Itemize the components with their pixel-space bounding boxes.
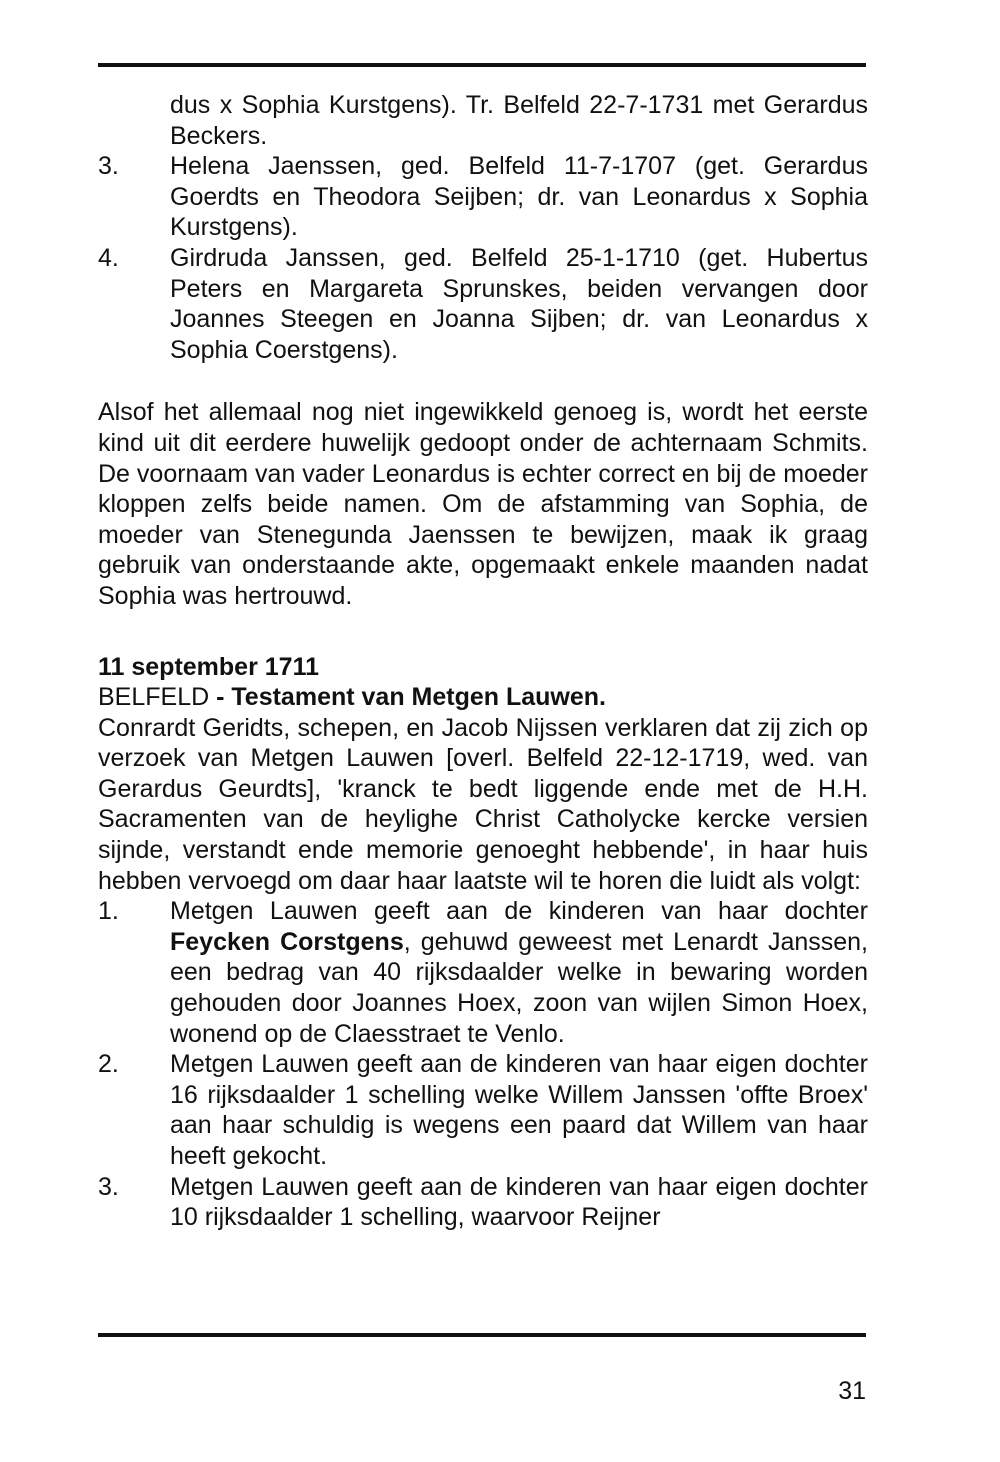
top-rule: [98, 63, 866, 67]
page-number: 31: [838, 1377, 866, 1405]
list-item-text-part: Metgen Lauwen geeft aan de kinderen van haar dochter: [170, 897, 868, 926]
list-item-number: 2.: [98, 1050, 119, 1079]
list-item-text: Metgen Lauwen geeft aan de kinderen van haar eigen dochter 10 rijksdaalder 1 schelling, waarvoor Reijner: [170, 1172, 868, 1232]
act-date: 11 september 1711: [98, 652, 319, 681]
list-continuation: dus x Sophia Kurstgens). Tr. Belfeld 22-7-1731 met Gerardus Beckers.: [170, 91, 868, 150]
list-item: [98, 243, 868, 365]
list-item: [98, 151, 868, 243]
list-item-number: 3.: [98, 1172, 119, 1201]
list-item-number: 1.: [98, 897, 119, 926]
list-item-text: Girdruda Janssen, ged. Belfeld 25-1-1710 (get. Hubertus Peters en Margareta Sprunskes, beiden vervangen door Joannes Steegen en Joanna Sijben; dr. van Leonardus x Sophia Coerstgens).: [170, 243, 868, 364]
list-item-bold-name: Feycken Corstgens: [170, 927, 404, 956]
list-item-text: [170, 896, 868, 1049]
list-item-text: Metgen Lauwen geeft aan de kinderen van haar eigen dochter 16 rijksdaalder 1 schelling welke Willem Janssen 'offte Broex' aan haar schuldig is wegens een paard dat Willem van haar heeft gekocht.: [170, 1050, 868, 1170]
list-item-number: 3.: [98, 152, 119, 181]
list-item-text-part: , gehuwd geweest met Lenardt Janssen, een bedrag van 40 rijksdaalder welke in bewaring worden gehouden door Joannes Hoex, zoon van wijlen Simon Hoex, wonend op de Claesstraet te Venlo.: [170, 927, 868, 1048]
list-item: [98, 1172, 868, 1233]
page-body: [98, 90, 868, 1233]
list-item-number: 4.: [98, 243, 119, 272]
act-heading: [98, 682, 868, 713]
act-body: Conrardt Geridts, schepen, en Jacob Nijssen verklaren dat zij zich op verzoek van Metgen Lauwen [overl. Belfeld 22-12-1719, wed. van Gerardus Geurdts], 'kranck te bedt liggende ende met de H.H. Sacramenten van de heylighe Christ Catholycke kercke versien sijnde, verstandt ende memorie genoeght hebbende', in haar huis hebben vervoegd om daar haar laatste wil te horen die luidt als volgt:: [98, 713, 868, 895]
act-place: BELFELD: [98, 683, 210, 712]
list-item-text: Helena Jaenssen, ged. Belfeld 11-7-1707 (get. Gerardus Goerdts en Theodora Seijben; dr. van Leonardus x Sophia Kurstgens).: [170, 152, 868, 242]
list-item: [98, 1049, 868, 1171]
act-title: - Testament van Metgen Lauwen.: [209, 683, 606, 712]
bottom-rule: [98, 1333, 866, 1337]
paragraph: Alsof het allemaal nog niet ingewikkeld genoeg is, wordt het eerste kind uit dit eerdere huwelijk gedoopt onder de achternaam Schmits. De voornaam van vader Leonardus is echter correct en bij de moeder kloppen zelfs beide namen. Om de afstamming van Sophia, de moeder van Stenegunda Jaenssen te bewijzen, maak ik graag gebruik van onderstaande akte, opgemaakt enkele maanden nadat Sophia was hertrouwd.: [98, 398, 868, 610]
list-item: [98, 896, 868, 1049]
